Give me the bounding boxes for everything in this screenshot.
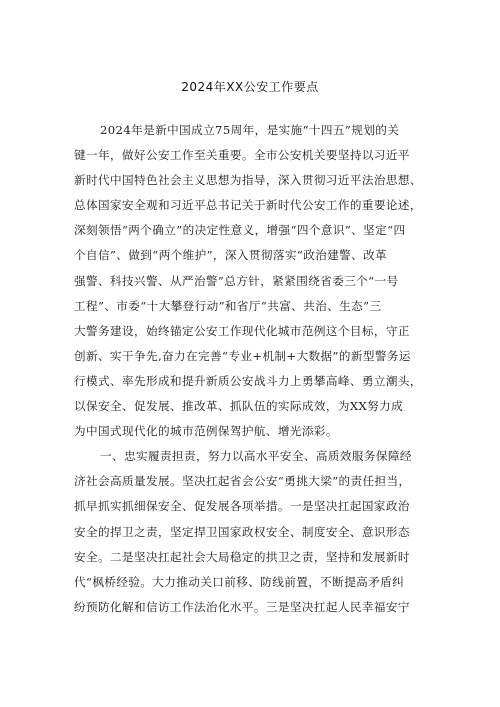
paragraph-line: 以保安全、促发展、推改革、抓队伍的实际成效，为XX努力成 bbox=[74, 399, 404, 414]
paragraph-line: 深刻领悟“两个确立”的决定性意义，增强“四个意识”、坚定“四 bbox=[74, 223, 406, 238]
paragraph-line: 键一年，做好公安工作至关重要。全市公安机关要坚持以习近平 bbox=[74, 148, 410, 163]
paragraph-line: 创新、实干争先,奋力在完善“专业+机制+大数据”的新型警务运 bbox=[74, 348, 411, 363]
paragraph-line: 工程”、市委“十大攀登行动”和省厅“共富、共治、生态”三 bbox=[74, 298, 382, 313]
paragraph-line: 新时代中国特色社会主义思想为指导，深入贯彻习近平法治思想、 bbox=[74, 173, 422, 188]
document-body bbox=[74, 118, 430, 620]
paragraph-line: 个自信”、做到“两个维护”，深入贯彻落实“政治建警、改革 bbox=[74, 248, 388, 263]
paragraph-line: 抓早抓实抓细保安全、促发展各项举措。一是坚决扛起国家政治 bbox=[74, 499, 410, 514]
document-title: 2024年XX公安工作要点 bbox=[181, 80, 319, 94]
paragraph-line: 总体国家安全观和习近平总书记关于新时代公安工作的重要论述， bbox=[74, 198, 422, 213]
paragraph-line: 济社会高质量发展。坚决扛起省会公安“勇挑大梁”的责任担当， bbox=[74, 474, 411, 489]
paragraph-line: 行模式、率先形成和提升新质公安战斗力上勇攀高峰、勇立潮头， bbox=[74, 373, 422, 388]
paragraph-line: 一、忠实履责担责，努力以高水平安全、高质效服务保障经 bbox=[100, 449, 412, 464]
paragraph-line: 大警务建设，始终锚定公安工作现代化城市范例这个目标，守正 bbox=[74, 323, 410, 338]
paragraph-line: 代“枫桥经验。大力推动关口前移、防线前置，不断提高矛盾纠 bbox=[74, 574, 405, 589]
paragraph-line: 为中国式现代化的城市范例保驾护航、增光添彩。 bbox=[74, 424, 338, 439]
paragraph-line: 强警、科技兴警、从严治警”总方针，紧紧围绕省委三个“一号 bbox=[74, 273, 399, 288]
paragraph-line: 2024年是新中国成立75周年，是实施“十四五”规划的关 bbox=[100, 123, 400, 137]
paragraph-line: 安全。二是坚决扛起社会大局稳定的拱卫之责，坚持和发展新时 bbox=[74, 549, 410, 564]
paragraph-line: 纷预防化解和信访工作法治化水平。三是坚决扛起人民幸福安宁 bbox=[74, 599, 410, 614]
paragraph-line: 安全的捍卫之责，坚定捍卫国家政权安全、制度安全、意识形态 bbox=[74, 524, 410, 539]
